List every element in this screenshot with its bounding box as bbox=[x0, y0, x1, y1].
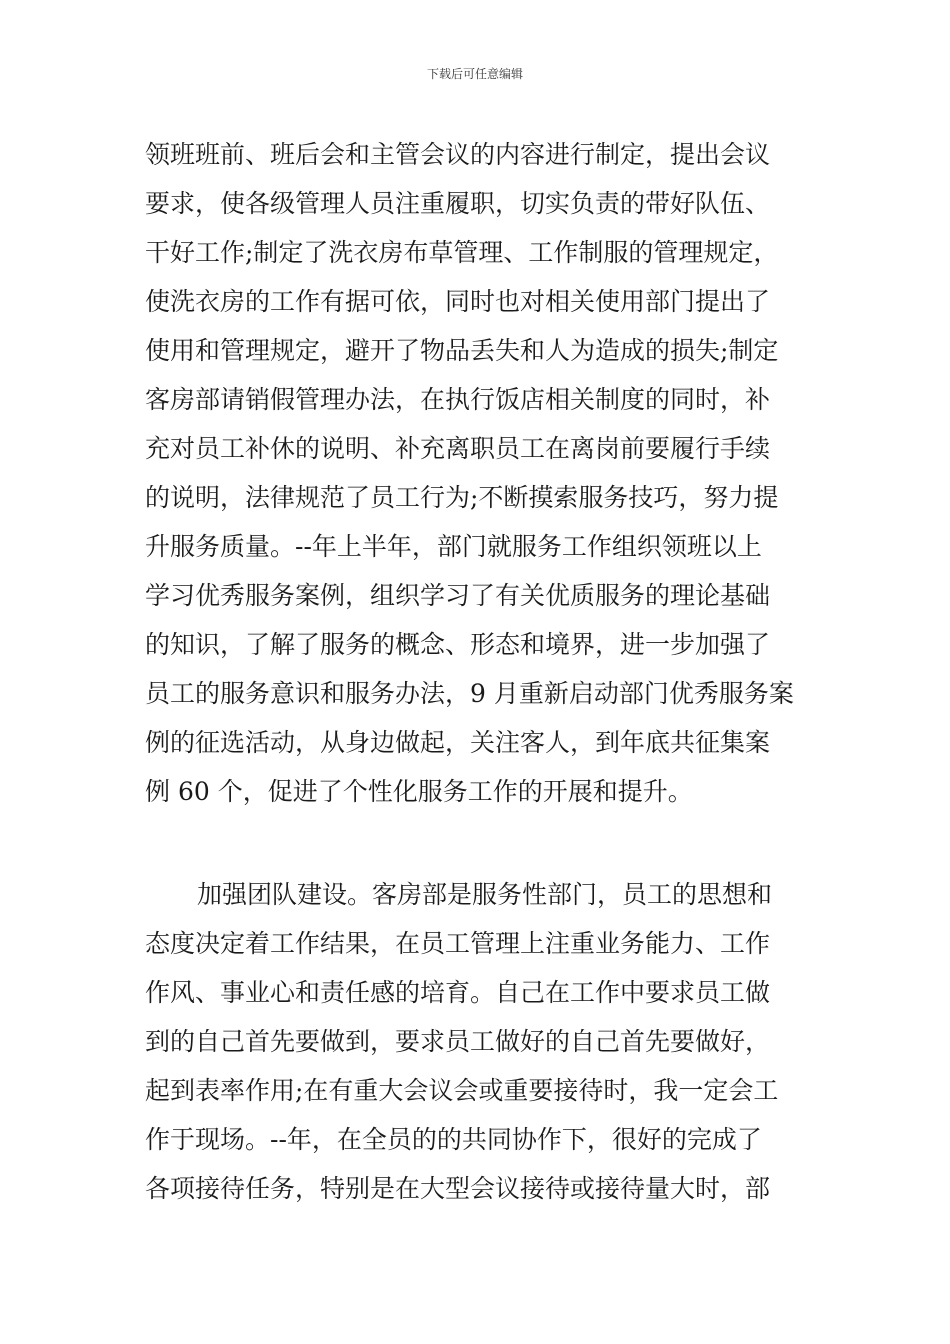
text-line: 到的自己首先要做到，要求员工做好的自己首先要做好， bbox=[145, 1027, 771, 1056]
text-line: 领班班前、班后会和主管会议的内容进行制定，提出会议 bbox=[145, 140, 771, 169]
text-line: 作于现场。--年，在全员的的共同协作下，很好的完成了 bbox=[145, 1125, 762, 1154]
text-line: 客房部请销假管理办法，在执行饭店相关制度的同时，补 bbox=[145, 385, 771, 414]
text-line: 要求，使各级管理人员注重履职，切实负责的带好队伍、 bbox=[145, 189, 771, 218]
text-line: 加强团队建设。客房部是服务性部门，员工的思想和 bbox=[197, 880, 773, 909]
paragraph-gap bbox=[145, 816, 810, 870]
text-line: 态度决定着工作结果，在员工管理上注重业务能力、工作 bbox=[145, 929, 771, 958]
paragraph-2 bbox=[145, 870, 810, 1213]
paragraph-1 bbox=[145, 130, 810, 816]
text-line: 使用和管理规定，避开了物品丢失和人为造成的损失;制定 bbox=[145, 336, 779, 365]
text-line: 使洗衣房的工作有据可依，同时也对相关使用部门提出了 bbox=[145, 287, 771, 316]
text-line: 学习优秀服务案例，组织学习了有关优质服务的理论基础 bbox=[145, 581, 771, 610]
text-line: 例的征选活动，从身边做起，关注客人，到年底共征集案 bbox=[145, 728, 771, 757]
text-line: 的知识，了解了服务的概念、形态和境界，进一步加强了 bbox=[145, 630, 771, 659]
text-line: 员工的服务意识和服务办法，9 月重新启动部门优秀服务案 bbox=[145, 679, 794, 708]
text-line: 升服务质量。--年上半年，部门就服务工作组织领班以上 bbox=[145, 532, 762, 561]
text-line: 例 60 个，促进了个性化服务工作的开展和提升。 bbox=[145, 777, 693, 806]
text-line: 的说明，法律规范了员工行为;不断摸索服务技巧，努力提 bbox=[145, 483, 779, 512]
text-line: 各项接待任务，特别是在大型会议接待或接待量大时，部 bbox=[145, 1174, 771, 1203]
text-line: 充对员工补休的说明、补充离职员工在离岗前要履行手续 bbox=[145, 434, 771, 463]
text-line: 起到表率作用;在有重大会议会或重要接待时，我一定会工 bbox=[145, 1076, 779, 1105]
text-line: 干好工作;制定了洗衣房布草管理、工作制服的管理规定， bbox=[145, 238, 779, 267]
text-line: 作风、事业心和责任感的培育。自己在工作中要求员工做 bbox=[145, 978, 771, 1007]
document-body bbox=[145, 130, 810, 1213]
page-header: 下载后可任意编辑 bbox=[426, 67, 523, 81]
